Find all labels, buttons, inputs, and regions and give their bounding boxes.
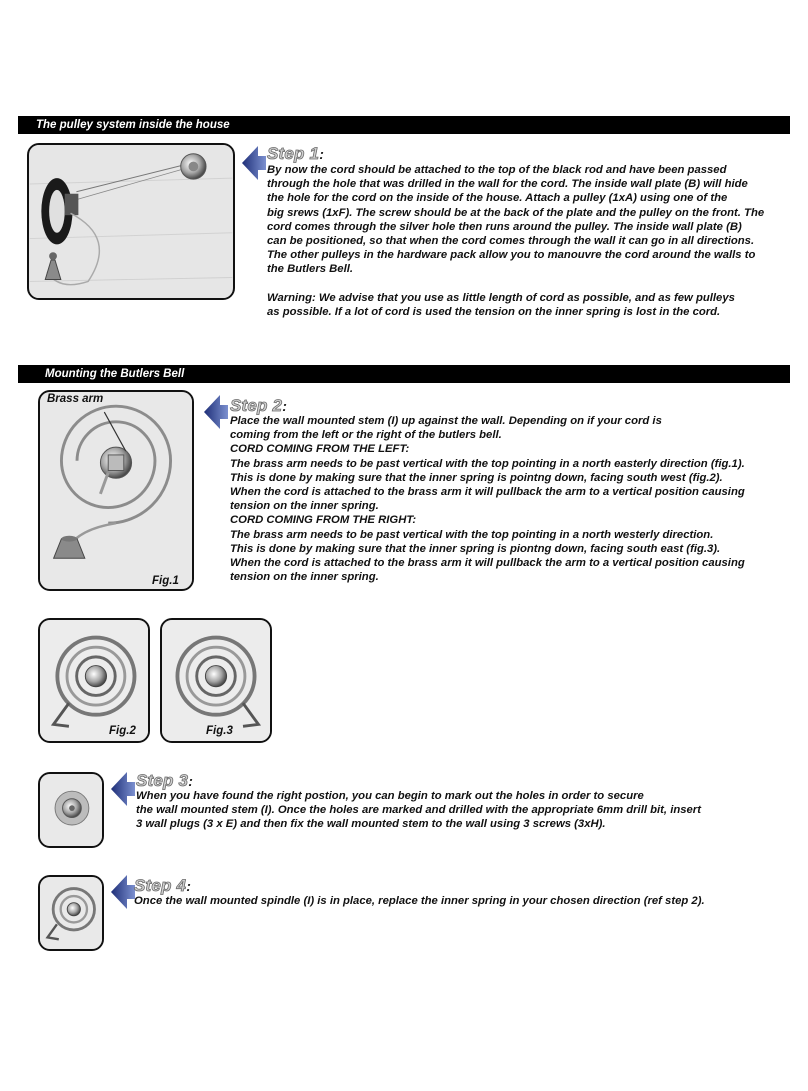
step4-spindle-illustration: [40, 877, 102, 949]
left-arrow-icon: [242, 146, 266, 180]
fig1-photo: [38, 390, 194, 591]
section-header-mounting-text: Mounting the Butlers Bell: [45, 368, 185, 380]
warning-line: as possible. If a lot of cord is used the tension on the inner spring is lost in the cord.: [267, 305, 721, 318]
step2-line: This is done by making sure that the inner spring is piontng down, facing south east (fig.3).: [230, 542, 721, 555]
left-arrow-icon: [111, 772, 135, 806]
step2-line: coming from the left or the right of the butlers bell.: [230, 429, 502, 442]
step2-line: When the cord is attached to the brass arm it will pullback the arm to a vertical position causing: [230, 557, 745, 570]
step4-title-colon: :: [186, 878, 192, 894]
step2-line: CORD COMING FROM THE RIGHT:: [230, 514, 417, 527]
step2-title: [230, 396, 287, 416]
fig3-spring-illustration: [162, 620, 270, 741]
step4-title: [134, 876, 191, 896]
step3-line: When you have found the right postion, you can begin to mark out the holes in order to secure: [136, 790, 644, 802]
step2-title-colon: :: [282, 398, 288, 414]
step2-line: CORD COMING FROM THE LEFT:: [230, 443, 410, 456]
warning-line: Warning: We advise that you use as little length of cord as possible, and as few pulleys: [267, 291, 735, 304]
step1-title-text: Step 1: [267, 144, 320, 163]
pulley-photo: [27, 143, 235, 300]
step3-line: the wall mounted stem (I). Once the holes are marked and drilled with the appropriate 6mm drill bit, insert: [136, 804, 701, 817]
step4-title-text: Step 4: [134, 876, 187, 895]
step1-line: can be positioned, so that when the cord comes through the wall it can go in all directions.: [267, 235, 755, 248]
step4-line: Once the wall mounted spindle (I) is in place, replace the inner spring in your chosen direction (ref step 2).: [134, 895, 705, 907]
step2-body: [230, 414, 745, 584]
step1-line: the hole for the cord on the inside of the house. Attach a pulley (1xA) using one of the: [267, 192, 728, 205]
step1-line: through the hole that was drilled in the wall for the cord. The inside wall plate (B) will hide: [267, 178, 748, 191]
fig1-caption: Fig.1: [152, 575, 179, 587]
step3-stem-illustration: [40, 774, 102, 846]
step1-line: The other pulleys in the hardware pack allow you to manouvre the cord around the walls to: [267, 249, 756, 262]
left-arrow-icon: [111, 875, 135, 909]
step4-body: [134, 894, 705, 908]
step2-line: When the cord is attached to the brass arm it will pullback the arm to a vertical position causing: [230, 486, 745, 499]
step2-line: This is done by making sure that the inner spring is pointng down, facing south west (fig.2).: [230, 471, 723, 484]
fig2-caption: Fig.2: [109, 725, 136, 737]
step2-line: The brass arm needs to be past vertical with the top pointing in a north easterly direction (fig.1).: [230, 457, 745, 470]
step1-title: [267, 144, 324, 164]
step3-title-text: Step 3: [136, 771, 189, 790]
step3-line: 3 wall plugs (3 x E) and then fix the wall mounted stem to the wall using 3 screws (3xH).: [136, 818, 606, 831]
step2-line: The brass arm needs to be past vertical with the top pointing in a north westerly direction.: [230, 528, 714, 541]
step1-title-colon: :: [319, 146, 325, 162]
step2-line: tension on the inner spring.: [230, 571, 379, 584]
left-arrow-icon: [204, 395, 228, 429]
step4-photo: [38, 875, 104, 951]
step3-title: [136, 771, 193, 791]
fig3-caption: Fig.3: [206, 725, 233, 737]
section-header-pulley: [18, 116, 790, 134]
step1-line: cord comes through the silver hole then runs around the pulley. The inside wall plate (B): [267, 220, 742, 233]
fig1-bell-illustration: [40, 392, 192, 589]
step3-photo: [38, 772, 104, 848]
step1-body: [267, 163, 764, 319]
step1-line: the Butlers Bell.: [267, 263, 354, 276]
fig2-spring-illustration: [40, 620, 148, 741]
pulley-photo-illustration: [29, 145, 233, 298]
section-header-mounting: [18, 365, 790, 383]
step2-line: Place the wall mounted stem (I) up against the wall. Depending on if your cord is: [230, 415, 662, 427]
fig1-label: Brass arm: [47, 393, 104, 405]
section-header-pulley-text: The pulley system inside the house: [36, 119, 230, 131]
step1-line: big srews (1xF). The screw should be at the back of the plate and the pulley on the front. The: [267, 206, 765, 219]
step2-title-text: Step 2: [230, 396, 283, 415]
step3-title-colon: :: [188, 773, 194, 789]
step1-line: By now the cord should be attached to the top of the black rod and have been passed: [267, 164, 727, 176]
step2-line: tension on the inner spring.: [230, 500, 379, 513]
step3-body: [136, 789, 701, 832]
